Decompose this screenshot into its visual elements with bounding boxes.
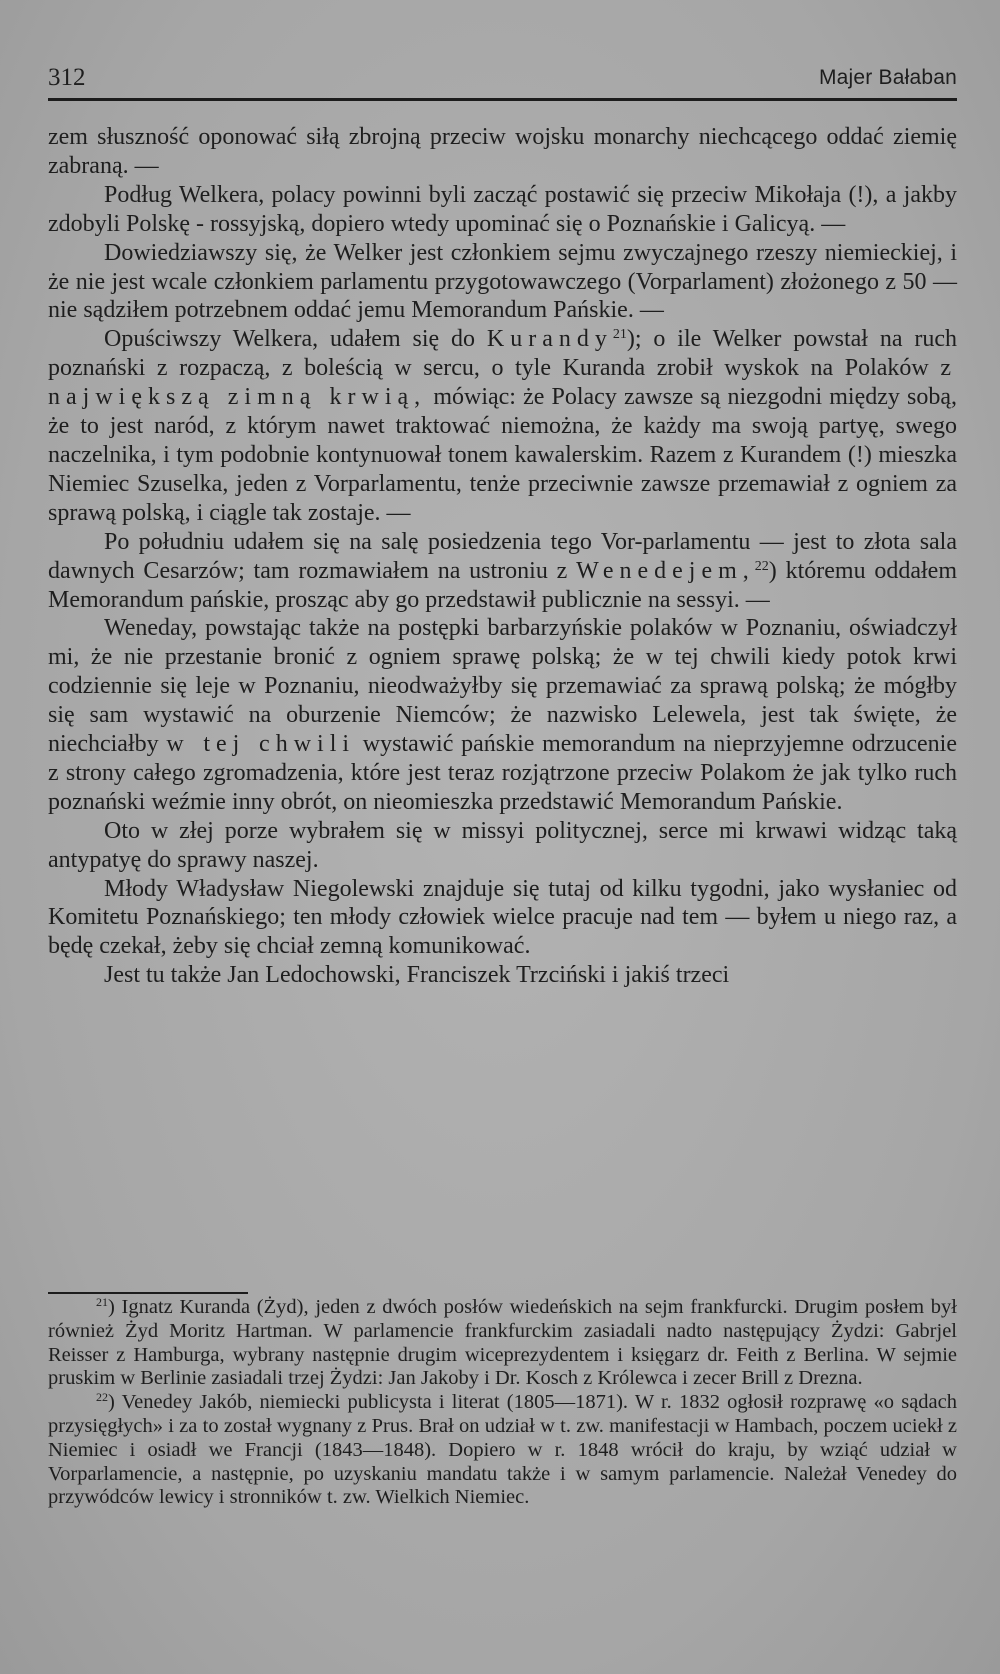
paragraph-5-text-a: Po południu udałem się na salę posiedzenia tego Vor-parlamentu — jest to złota sala dawnych Cesarzów; tam rozmawiałem na ustroniu z (48, 528, 957, 584)
header-rule (48, 98, 957, 101)
spaced-phrase-this-moment: w tej chwili (166, 731, 356, 758)
paragraph-4-text-b: ); o ile Welker powstał na ruch poznański z rozpaczą, z boleścią w sercu, o tyle Kuranda zrobił wyskok na Polaków (48, 326, 957, 382)
paragraph-4-text-c: mówiąc: że Polacy zawsze są niezgodni między sobą, że to jest naród, z którym nawet traktować niemożna, że każdy ma swoją partyę, swego naczelnika, i tym podobnie kontynuował tonem kawalerskim. Razem z Kurandem (!) mieszka Niemiec Szuselka, jeden z Vorparlamentu, tenże przeciwnie zawsze przemawiał z ogniem za sprawą polską, i ciągle tak zostaje. — (48, 384, 958, 526)
footnote-21-text: ) Ignatz Kuranda (Żyd), jeden z dwóch posłów wiedeńskich na sejm frankfurcki. Drugim posłem był również Żyd Moritz Hartman. W parlamencie frankfurckim zasiadali nadto następujący Żydzi: Gabrjel Reisser z Hamburga, wybrany następnie drugim wiceprezydentem i księgarz dr. Feith z Berlina. W sejmie pruskim w Berlinie zasiadali trzej Żydzi: Jan Jakoby i Dr. Kosch z Królewca i zecer Brill z Drezna. (48, 1296, 957, 1390)
main-text (48, 123, 957, 990)
paragraph-7 (48, 817, 957, 875)
paragraph-6-text-b: wystawić pańskie memorandum na nieprzyjemne odrzucenie z strony całego zgromadzenia, które jest teraz rozjątrzone przeciw Polakom że jak tylko ruch poznański weźmie inny obrót, on nieomieszka przedstawić Memorandum Pańskie. (48, 731, 958, 815)
footnote-22-text: ) Venedey Jakób, niemiecki publicysta i literat (1805—1871). W r. 1832 ogłosił rozprawę «o sądach przysięgłych» i za to został wygnany z Prus. Brał on udział w t. zw. manifestacji w Hambach, poczem uciekł z Niemiec i osiadł we Francji (1843—1848). Dopiero w r. 1848 wrócił do kraju, by wziąć udział w Vorparlamencie, a następnie, po uzyskaniu mandatu także i w samym parlamencie. Należał Venedey do przywódców lewicy i stronników t. zw. Wielkich Niemiec. (48, 1391, 957, 1509)
paragraph-9-text: Jest tu także Jan Ledochowski, Franciszek Trzciński i jakiś trzeci (104, 962, 730, 989)
footnote-number-22: 22 (96, 1390, 108, 1405)
footnote-rule (48, 1292, 248, 1294)
paragraph-5 (48, 528, 957, 615)
paragraph-9 (48, 961, 957, 990)
paragraph-8 (48, 875, 957, 962)
running-head: Majer Bałaban (818, 66, 957, 89)
paragraph-6 (48, 614, 957, 816)
paragraph-4-text-a: Opuściwszy Welkera, udałem się do (104, 326, 476, 353)
spaced-name-kuranda: Kurandy (486, 326, 613, 353)
paragraph-7-text: Oto w złej porze wybrałem się w missyi politycznej, serce mi krwawi widząc taką antypatyę do sprawy naszej. (48, 817, 957, 873)
paragraph-1-text: zem słuszność oponować siłą zbrojną przeciw wojsku monarchy niechcącego oddać ziemię zabraną. — (48, 124, 957, 179)
footnote-ref-22: 22 (754, 558, 769, 574)
paragraph-3 (48, 239, 957, 326)
paragraph-3-text: Dowiedziawszy się, że Welker jest członkiem sejmu zwyczajnego rzeszy niemieckiej, i że nie jest wcale członkiem parlamentu przygotowawczego (Vorparlament) złożonego z 50 — nie sądziłem potrzebnem oddać jemu Memorandum Pańskie. — (48, 239, 957, 324)
paragraph-2-text: Podług Welkera, polacy powinni byli zacząć postawić się przeciw Mikołaja (!), a jakby zdobyli Polskę - rossyjską, dopiero wtedy upominać się o Poznańskie i Galicyą. — (48, 181, 957, 237)
page-number: 312 (48, 64, 86, 91)
paragraph-6-text-a: Weneday, powstając także na postępki barbarzyńskie polaków w Poznaniu, oświadczył mi, że nie przestanie bronić z ogniem sprawę polską; że w tej chwili kiedy potok krwi codziennie się leje w Poznaniu, nieodważyłby się przemawiać za sprawą polską; że mógłby się sam wystawić na oburzenie Niemców; że nazwisko Lelewela, jest tak święte, że niechciałby (48, 615, 957, 758)
paragraph-1 (48, 123, 957, 181)
page-header (48, 58, 957, 98)
footnote-22 (48, 1391, 957, 1510)
paragraph-4 (48, 325, 957, 527)
footnote-ref-21: 21 (612, 327, 627, 343)
paragraph-5-text-b: ) któremu oddałem Memorandum pańskie, prosząc aby go przedstawił publicznie na sessyi. — (48, 557, 958, 613)
spaced-name-wenedej: Wenedejem, (576, 557, 755, 584)
paragraph-8-text: Młody Władysław Niegolewski znajduje się tutaj od kilku tygodni, jako wysłaniec od Komitetu Poznańskiego; ten młody człowiek wielce pracuje nad tem — byłem u niego raz, a będę czekał, żeby się chciał zemną komunikować. (48, 875, 957, 960)
footnote-21 (48, 1296, 957, 1391)
footnote-number-21: 21 (96, 1295, 108, 1309)
spaced-phrase-cold-blood: z największą zimną krwią, (48, 355, 957, 411)
footnotes (48, 1296, 957, 1510)
paragraph-2 (48, 181, 957, 239)
